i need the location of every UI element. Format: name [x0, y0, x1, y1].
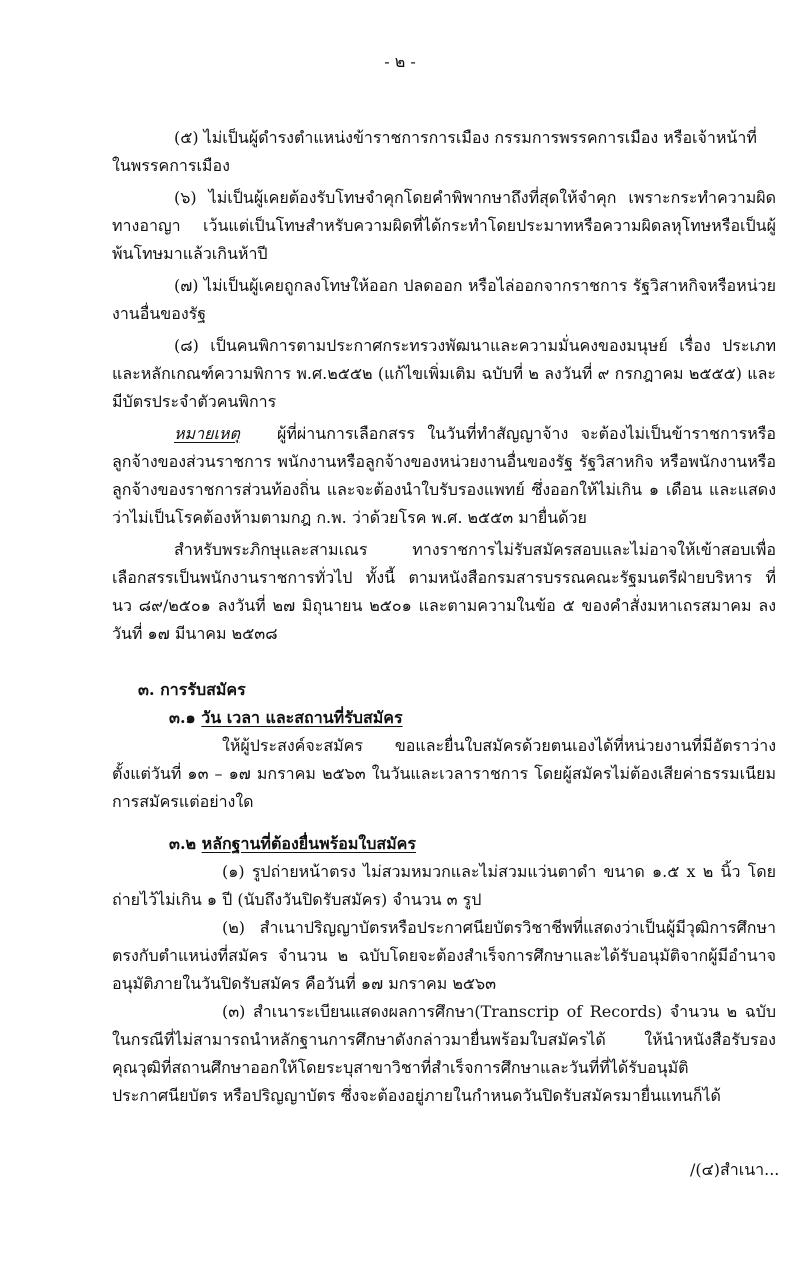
continuation-marker: /(๔)สำเนา... — [690, 1160, 780, 1179]
note-paragraph — [112, 420, 776, 532]
note-text: ผู้ที่ผ่านการเลือกสรร ในวันที่ทำสัญญาจ้าง จะต้องไม่เป็นข้าราชการหรือลูกจ้างของส่วนราชการ พนักงานหรือลูกจ้างของหน่วยงานอื่นของรัฐ รัฐวิสาหกิจ หรือพนักงานหรือลูกจ้างของราชการส่วนท้องถิ่น และจะต้องนำใบรับรองแพทย์ ซึ่งออกให้ไม่เกิน ๑ เดือน และแสดงว่าไม่เป็นโรคต้องห้ามตามกฎ ก.พ. ว่าด้วยโรค พ.ศ. ๒๕๕๓ มายื่นด้วย — [112, 424, 776, 527]
section-3-1-text: ให้ผู้ประสงค์จะสมัคร ขอและยื่นใบสมัครด้วยตนเองได้ที่หน่วยงานที่มีอัตราว่าง ตั้งแต่วันที่ ๑๓ – ๑๗ มกราคม ๒๕๖๓ ในวันและเวลาราชการ โดยผู้สมัครไม่ต้องเสียค่าธรรมเนียมการสมัครแต่อย่างใด — [112, 736, 776, 811]
section-3-2-title: หลักฐานที่ต้องยื่นพร้อมใบสมัคร — [201, 834, 416, 853]
item-8: (๘) เป็นคนพิการตามประกาศกระทรวงพัฒนาและความมั่นคงของมนุษย์ เรื่อง ประเภทและหลักเกณฑ์ความพิการ พ.ศ.๒๕๕๒ (แก้ไขเพิ่มเติม ฉบับที่ ๒ ลงวันที่ ๙ กรกฎาคม ๒๕๕๕) และมีบัตรประจำตัวคนพิการ — [112, 336, 776, 411]
section-3-1-heading — [169, 704, 776, 732]
item-5-line-2: ในพรรคการเมือง — [112, 156, 230, 175]
section-3-2-heading — [169, 830, 776, 858]
section-3-2-number: ๓.๒ — [169, 834, 197, 853]
note-label: หมายเหตุ — [174, 424, 240, 443]
document-item-1: (๑) รูปถ่ายหน้าตรง ไม่สวมหมวกและไม่สวมแว่นตาดำ ขนาด ๑.๕ x ๒ นิ้ว โดยถ่ายไว้ไม่เกิน ๑ ปี (นับถึงวันปิดรับสมัคร) จำนวน ๓ รูป — [112, 862, 776, 909]
monks-paragraph: สำหรับพระภิกษุและสามเณร ทางราชการไม่รับสมัครสอบและไม่อาจให้เข้าสอบเพื่อเลือกสรรเป็นพนักงานราชการทั่วไป ทั้งนี้ ตามหนังสือกรมสารบรรณคณะรัฐมนตรีฝ่ายบริหาร ที่ นว ๘๙/๒๕๐๑ ลงวันที่ ๒๗ มิถุนายน ๒๕๐๑ และตามความในข้อ ๕ ของคำสั่งมหาเถรสมาคม ลงวันที่ ๑๗ มีนาคม ๒๕๓๘ — [112, 540, 776, 643]
item-7: (๗) ไม่เป็นผู้เคยถูกลงโทษให้ออก ปลดออก หรือไล่ออกจากราชการ รัฐวิสาหกิจหรือหน่วยงานอื่นของรัฐ — [112, 276, 776, 323]
item-5-line-1: (๕) ไม่เป็นผู้ดำรงตำแหน่งข้าราชการการเมือง กรรมการพรรคการเมือง หรือเจ้าหน้าที่ — [174, 128, 757, 147]
section-3-1-title: วัน เวลา และสถานที่รับสมัคร — [201, 708, 403, 727]
item-6: (๖) ไม่เป็นผู้เคยต้องรับโทษจำคุกโดยคำพิพากษาถึงที่สุดให้จำคุก เพราะกระทำความผิดทางอาญา เว้นแต่เป็นโทษสำหรับความผิดที่ได้กระทำโดยประมาทหรือความผิดลหุโทษหรือเป็นผู้พ้นโทษมาแล้วเกินห้าปี — [112, 188, 776, 263]
document-item-3: (๓) สำเนาระเบียนแสดงผลการศึกษา(Transcrip of Records) จำนวน ๒ ฉบับ ในกรณีที่ไม่สามารถนำหลักฐานการศึกษาดังกล่าวมายื่นพร้อมใบสมัครได้ ให้นำหนังสือรับรองคุณวุฒิที่สถานศึกษาออกให้โดยระบุสาขาวิชาที่สำเร็จการศึกษาและวันที่ที่ได้รับอนุมัติประกาศนียบัตร หรือปริญญาบัตร ซึ่งจะต้องอยู่ภายในกำหนดวันปิดรับสมัครมายื่นแทนก็ได้ — [112, 1002, 776, 1105]
section-3-1-number: ๓.๑ — [169, 708, 196, 727]
document-body — [112, 124, 776, 1110]
section-3-title: ๓. การรับสมัคร — [138, 680, 246, 699]
page-number: - ๒ - — [384, 52, 416, 71]
document-item-2: (๒) สำเนาปริญญาบัตรหรือประกาศนียบัตรวิชาชีพที่แสดงว่าเป็นผู้มีวุฒิการศึกษาตรงกับตำแหน่งที่สมัคร จำนวน ๒ ฉบับโดยจะต้องสำเร็จการศึกษาและได้รับอนุมัติจากผู้มีอำนาจอนุมัติภายในวันปิดรับสมัคร คือวันที่ ๑๗ มกราคม ๒๕๖๓ — [112, 918, 776, 993]
